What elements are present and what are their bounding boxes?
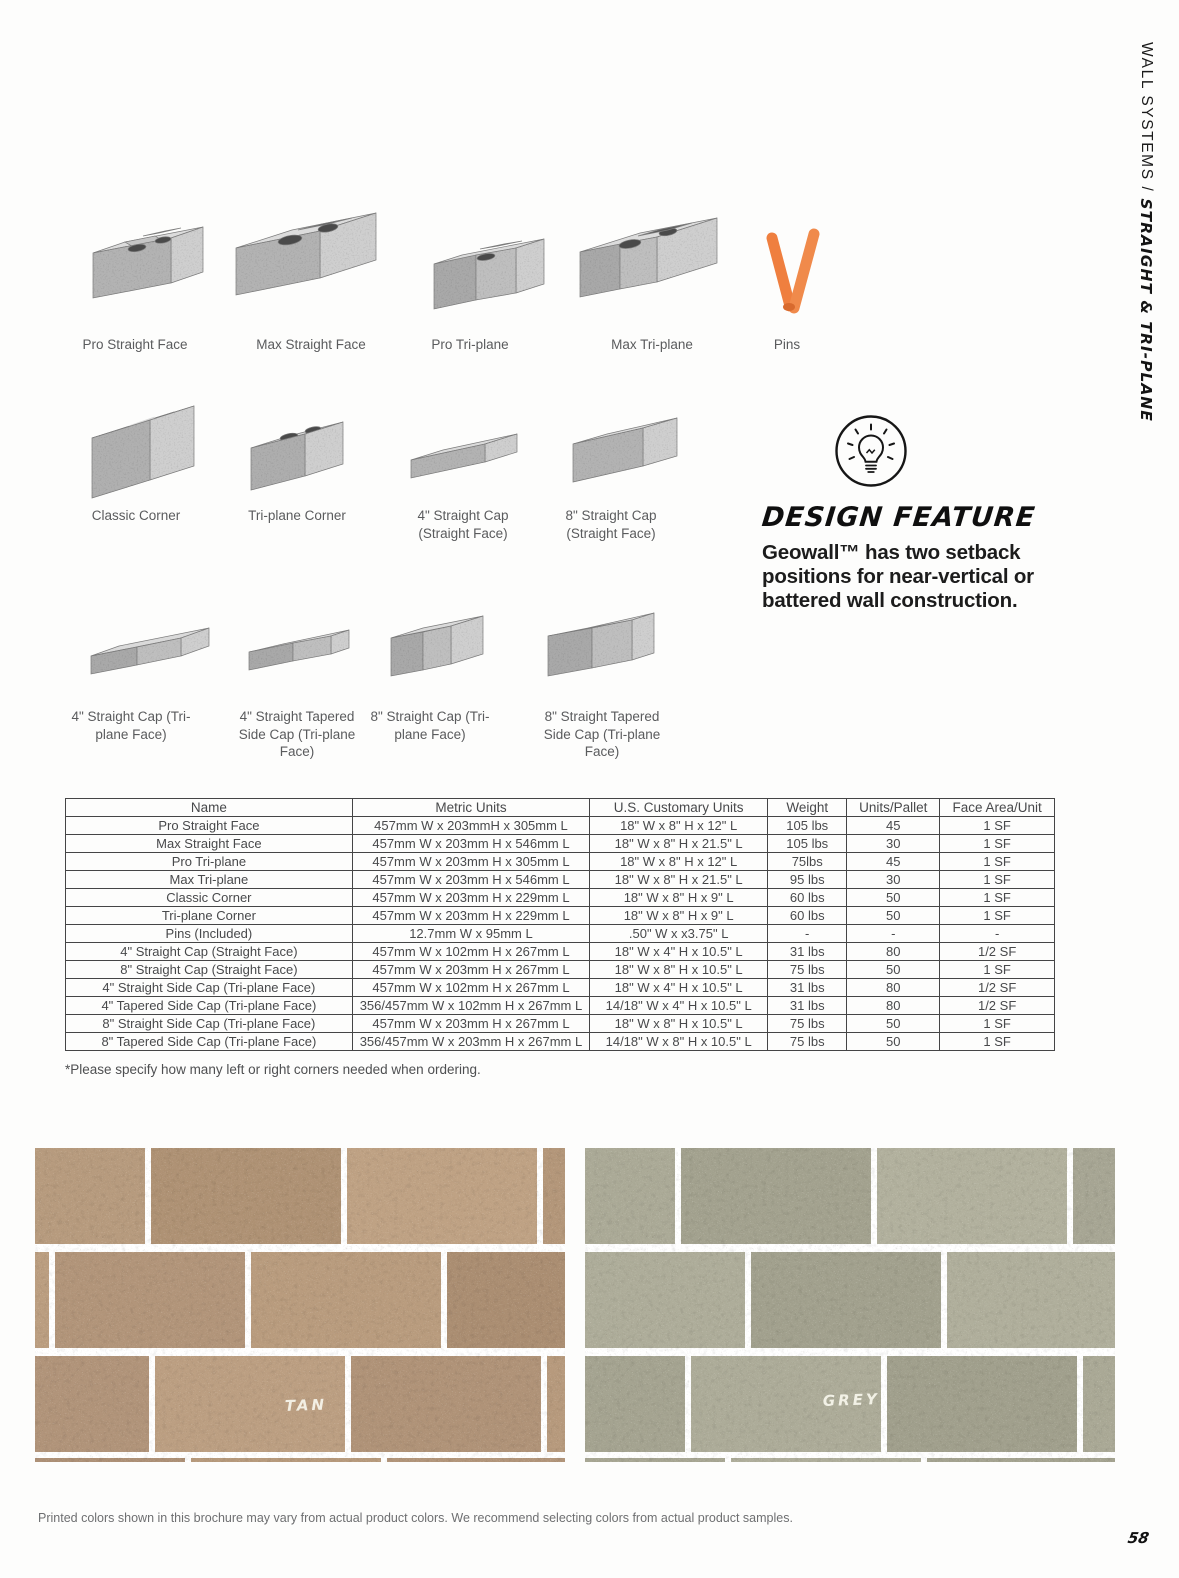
- product-label: 4" Straight Cap (Tri-plane Face): [71, 709, 191, 742]
- spec-cell: 1 SF: [940, 1033, 1055, 1051]
- spec-cell: 60 lbs: [768, 907, 847, 925]
- spec-cell: 18" W x 4" H x 10.5" L: [590, 943, 768, 961]
- spec-table-row: [66, 979, 1055, 997]
- spec-cell: 1 SF: [940, 907, 1055, 925]
- spec-cell: 50: [847, 1033, 940, 1051]
- spec-cell: 1 SF: [940, 889, 1055, 907]
- cap-4-tri-plane-illustration: [85, 606, 215, 698]
- design-feature-body: Geowall™ has two setback positions for near-vertical or battered wall construction.: [762, 541, 1034, 612]
- spec-cell: 8" Straight Side Cap (Tri-plane Face): [66, 1015, 353, 1033]
- pin-left: [772, 238, 790, 306]
- spec-cell: 1 SF: [940, 835, 1055, 853]
- spec-cell: 95 lbs: [768, 871, 847, 889]
- product-label: 8" Straight Tapered Side Cap (Tri-plane Face): [543, 709, 661, 760]
- spec-cell: 457mm W x 203mmH x 305mm L: [352, 817, 589, 835]
- spec-cell: 105 lbs: [768, 835, 847, 853]
- spec-cell: 18" W x 8" H x 10.5" L: [590, 1015, 768, 1033]
- spec-cell: 8" Straight Cap (Straight Face): [66, 961, 353, 979]
- spec-table-row: [66, 1033, 1055, 1051]
- spec-cell: 60 lbs: [768, 889, 847, 907]
- max-tri-plane-illustration: [572, 192, 727, 322]
- product-label: Max Tri-plane: [611, 337, 693, 352]
- spec-cell: Pins (Included): [66, 925, 353, 943]
- spec-cell: 12.7mm W x 95mm L: [352, 925, 589, 943]
- spec-cell: 30: [847, 835, 940, 853]
- spec-cell: 356/457mm W x 102mm H x 267mm L: [352, 997, 589, 1015]
- design-feature-heading: DESIGN FEATURE: [760, 502, 1037, 533]
- spec-table-row: [66, 835, 1055, 853]
- side-caption: [1137, 42, 1155, 422]
- spec-cell: 457mm W x 203mm H x 546mm L: [352, 835, 589, 853]
- tan-swatch-photo: [35, 1148, 565, 1462]
- spec-cell: 457mm W x 203mm H x 267mm L: [352, 961, 589, 979]
- tri-plane-corner-illustration: [243, 406, 355, 498]
- spec-cell: 4" Straight Side Cap (Tri-plane Face): [66, 979, 353, 997]
- spec-cell: 50: [847, 961, 940, 979]
- classic-corner-illustration: [82, 388, 207, 506]
- grey-swatch-photo: [585, 1148, 1115, 1462]
- spec-table: [65, 798, 1055, 1051]
- spec-cell: 14/18" W x 4" H x 10.5" L: [590, 997, 768, 1015]
- spec-cell: 18" W x 8" H x 9" L: [590, 907, 768, 925]
- col-header-face-area: Face Area/Unit: [940, 799, 1055, 817]
- spec-cell: 50: [847, 889, 940, 907]
- spec-cell: 30: [847, 871, 940, 889]
- spec-table-header-row: [66, 799, 1055, 817]
- spec-cell: 50: [847, 1015, 940, 1033]
- spec-cell: 45: [847, 853, 940, 871]
- spec-table-row: [66, 961, 1055, 979]
- spec-cell: 457mm W x 203mm H x 267mm L: [352, 1015, 589, 1033]
- spec-cell: Pro Straight Face: [66, 817, 353, 835]
- spec-cell: 1 SF: [940, 1015, 1055, 1033]
- product-label: 8" Straight Cap (Tri-plane Face): [370, 709, 490, 742]
- spec-cell: 1/2 SF: [940, 997, 1055, 1015]
- spec-cell: 80: [847, 979, 940, 997]
- col-header-metric: Metric Units: [352, 799, 589, 817]
- spec-cell: 18" W x 8" H x 12" L: [590, 817, 768, 835]
- pins-illustration: [750, 226, 835, 321]
- spec-cell: Pro Tri-plane: [66, 853, 353, 871]
- spec-cell: 31 lbs: [768, 979, 847, 997]
- spec-cell: .50" W x x3.75" L: [590, 925, 768, 943]
- grey-swatch-label: GREY: [822, 1390, 881, 1410]
- cap-8-tapered-illustration: [540, 586, 670, 698]
- spec-cell: 457mm W x 203mm H x 229mm L: [352, 907, 589, 925]
- table-footnote: *Please specify how many left or right corners needed when ordering.: [65, 1062, 481, 1077]
- cap-8-tri-plane-illustration: [385, 592, 495, 700]
- product-label: Pro Straight Face: [82, 337, 188, 352]
- spec-table-row: [66, 997, 1055, 1015]
- spec-table-row: [66, 907, 1055, 925]
- spec-cell: 457mm W x 203mm H x 229mm L: [352, 889, 589, 907]
- spec-cell: 457mm W x 102mm H x 267mm L: [352, 979, 589, 997]
- spec-cell: 1 SF: [940, 961, 1055, 979]
- spec-cell: 45: [847, 817, 940, 835]
- spec-table-row: [66, 943, 1055, 961]
- spec-cell: 4" Tapered Side Cap (Tri-plane Face): [66, 997, 353, 1015]
- spec-cell: Tri-plane Corner: [66, 907, 353, 925]
- spec-table-row: [66, 889, 1055, 907]
- spec-cell: 75 lbs: [768, 1033, 847, 1051]
- spec-cell: 1 SF: [940, 853, 1055, 871]
- spec-cell: Max Tri-plane: [66, 871, 353, 889]
- side-caption-section: WALL SYSTEMS /: [1138, 42, 1155, 199]
- spec-cell: 1 SF: [940, 817, 1055, 835]
- spec-cell: 1 SF: [940, 871, 1055, 889]
- spec-cell: 8" Tapered Side Cap (Tri-plane Face): [66, 1033, 353, 1051]
- spec-cell: 31 lbs: [768, 997, 847, 1015]
- color-disclaimer: Printed colors shown in this brochure may vary from actual product colors. We recommend selecting colors from actual product samples.: [38, 1511, 793, 1525]
- col-header-weight: Weight: [768, 799, 847, 817]
- spec-cell: 457mm W x 203mm H x 546mm L: [352, 871, 589, 889]
- spec-table-row: [66, 1015, 1055, 1033]
- spec-cell: Classic Corner: [66, 889, 353, 907]
- pro-tri-plane-illustration: [428, 212, 553, 317]
- spec-cell: -: [847, 925, 940, 943]
- cap-4-tapered-illustration: [243, 600, 358, 698]
- spec-table-row: [66, 925, 1055, 943]
- spec-cell: 31 lbs: [768, 943, 847, 961]
- spec-cell: 1/2 SF: [940, 943, 1055, 961]
- max-straight-face-illustration: [228, 186, 388, 321]
- product-label: Classic Corner: [91, 508, 181, 523]
- spec-cell: 18" W x 8" H x 21.5" L: [590, 835, 768, 853]
- spec-cell: 75lbs: [768, 853, 847, 871]
- product-label: 4" Straight Cap (Straight Face): [417, 508, 509, 541]
- spec-cell: 18" W x 4" H x 10.5" L: [590, 979, 768, 997]
- product-label: 8" Straight Cap (Straight Face): [565, 508, 657, 541]
- spec-table-row: [66, 853, 1055, 871]
- spec-cell: 18" W x 8" H x 12" L: [590, 853, 768, 871]
- spec-cell: 80: [847, 943, 940, 961]
- product-label: Pins: [773, 337, 801, 352]
- spec-cell: 50: [847, 907, 940, 925]
- tan-swatch-label: TAN: [284, 1395, 328, 1415]
- spec-cell: 457mm W x 102mm H x 267mm L: [352, 943, 589, 961]
- spec-table-row: [66, 817, 1055, 835]
- product-label: Tri-plane Corner: [248, 508, 346, 523]
- spec-cell: 14/18" W x 8" H x 10.5" L: [590, 1033, 768, 1051]
- spec-table-row: [66, 871, 1055, 889]
- spec-cell: 18" W x 8" H x 10.5" L: [590, 961, 768, 979]
- spec-cell: 75 lbs: [768, 1015, 847, 1033]
- cap-4-straight-face-illustration: [405, 418, 525, 496]
- col-header-us: U.S. Customary Units: [590, 799, 768, 817]
- spec-cell: 105 lbs: [768, 817, 847, 835]
- spec-cell: 18" W x 8" H x 21.5" L: [590, 871, 768, 889]
- side-caption-subsection: STRAIGHT & TRI-PLANE: [1137, 198, 1155, 422]
- spec-cell: 1/2 SF: [940, 979, 1055, 997]
- spec-cell: 356/457mm W x 203mm H x 267mm L: [352, 1033, 589, 1051]
- page-number: 58: [1126, 1529, 1151, 1547]
- lightbulb-icon: [832, 412, 910, 490]
- product-label: Pro Tri-plane: [431, 337, 509, 352]
- col-header-name: Name: [66, 799, 353, 817]
- spec-cell: 4" Straight Cap (Straight Face): [66, 943, 353, 961]
- spec-cell: Max Straight Face: [66, 835, 353, 853]
- pro-straight-face-illustration: [85, 196, 215, 321]
- spec-cell: 457mm W x 203mm H x 305mm L: [352, 853, 589, 871]
- spec-cell: 75 lbs: [768, 961, 847, 979]
- spec-cell: 80: [847, 997, 940, 1015]
- pin-right: [794, 234, 814, 308]
- cap-8-straight-face-illustration: [567, 400, 685, 496]
- product-label: Max Straight Face: [256, 337, 366, 352]
- product-label: 4" Straight Tapered Side Cap (Tri-plane Face): [238, 709, 356, 760]
- spec-cell: -: [768, 925, 847, 943]
- spec-cell: 18" W x 8" H x 9" L: [590, 889, 768, 907]
- col-header-units-pallet: Units/Pallet: [847, 799, 940, 817]
- spec-cell: -: [940, 925, 1055, 943]
